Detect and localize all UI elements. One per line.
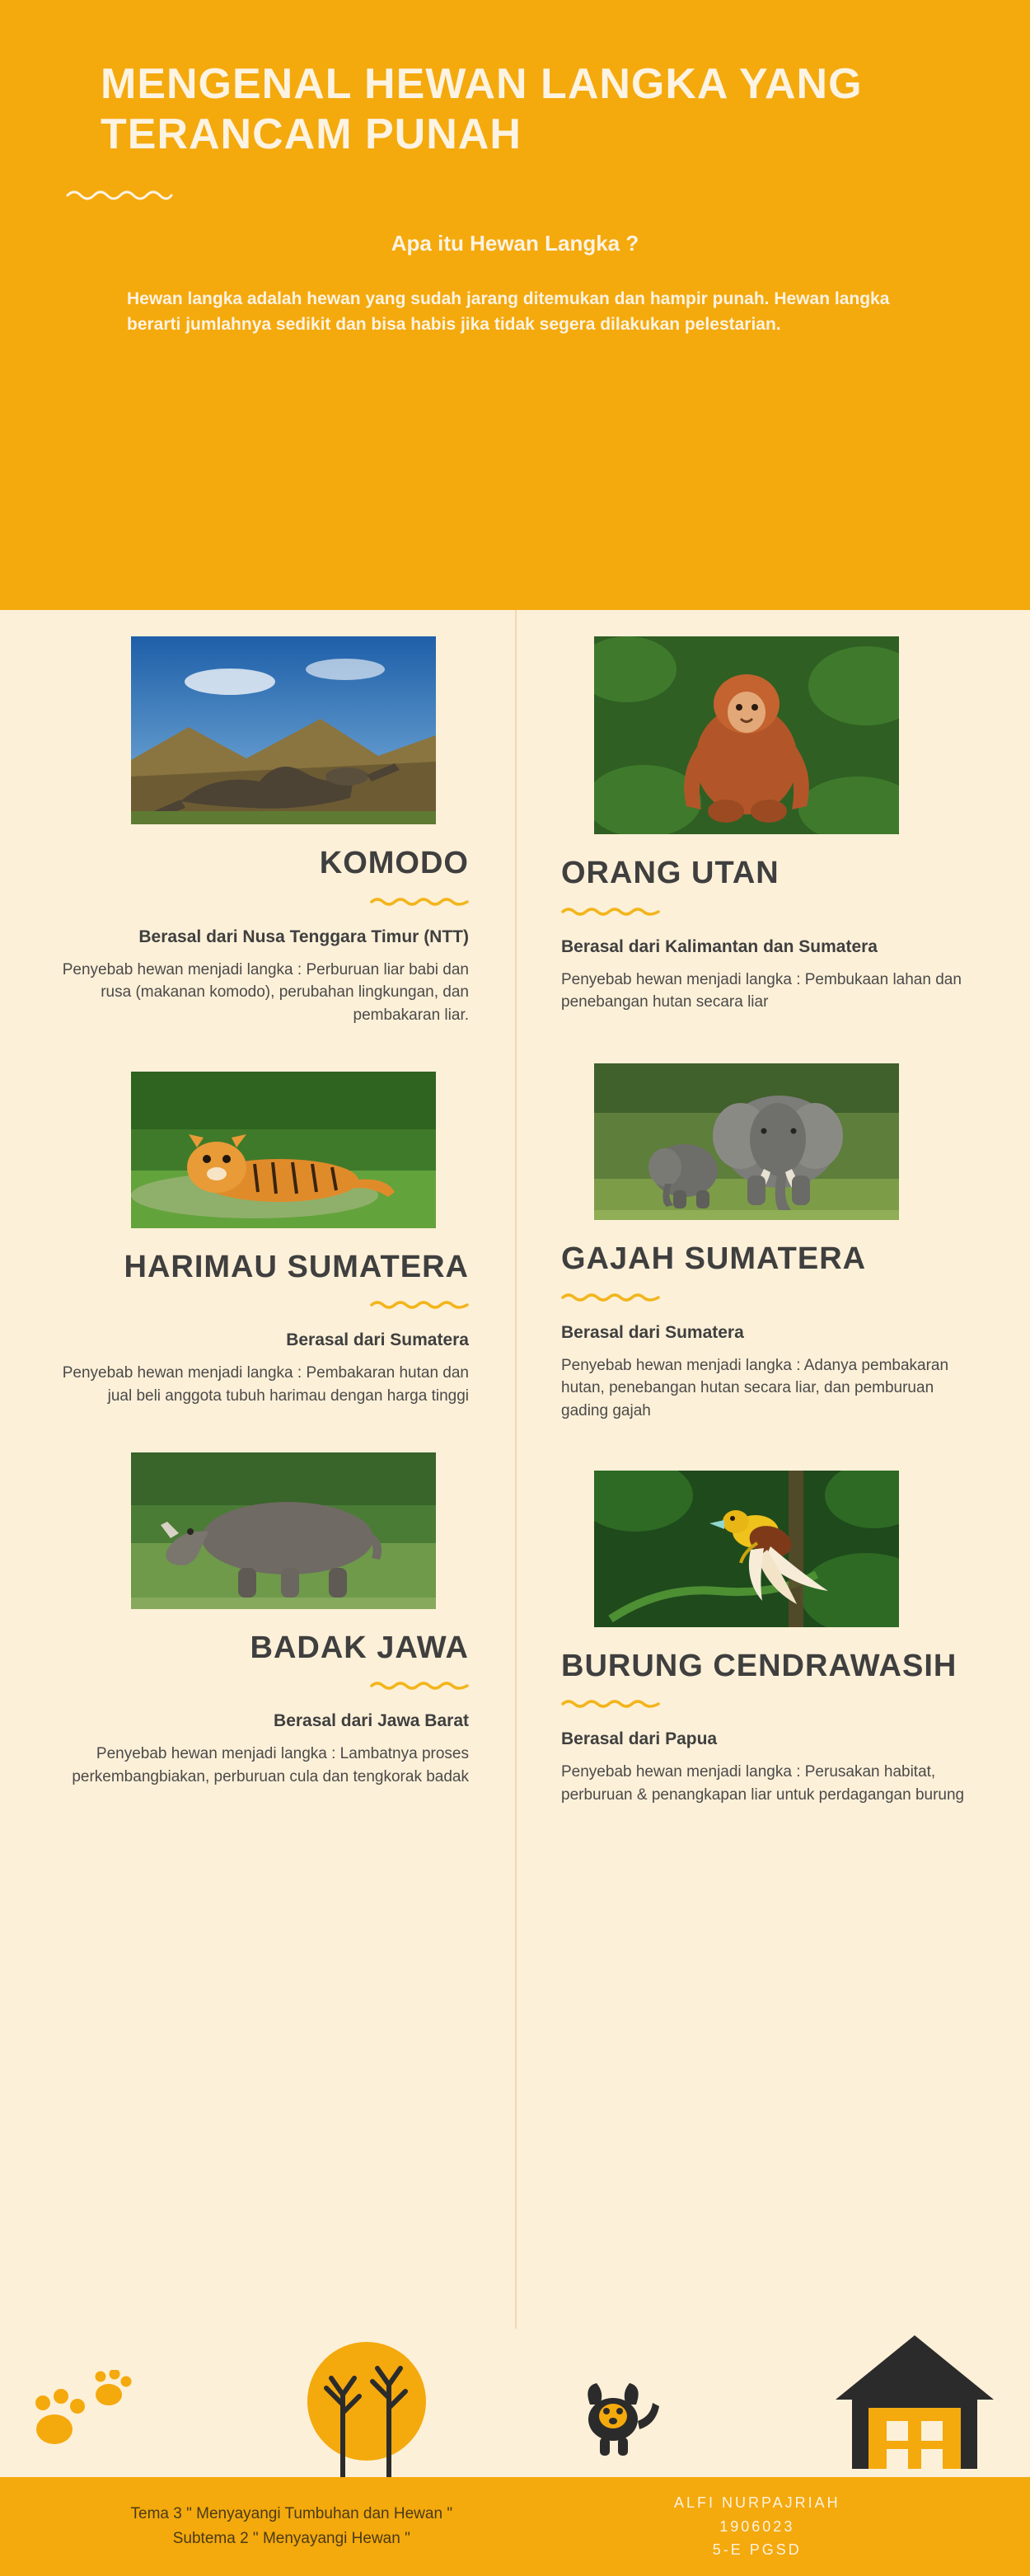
page-title: MENGENAL HEWAN LANGKA YANG TERANCAM PUNAH — [101, 60, 863, 159]
sumatran-tiger-photo — [131, 1072, 436, 1228]
wave-divider-gajah — [561, 1292, 660, 1302]
animal-origin-orangutan: Berasal dari Kalimantan dan Sumatera — [561, 936, 878, 956]
bird-of-paradise-photo — [594, 1471, 899, 1627]
animal-cards-section — [0, 610, 1030, 2329]
animal-name-orangutan: ORANG UTAN — [561, 856, 780, 890]
footer-theme-line2: Subtema 2 " Menyayangi Hewan " — [172, 2530, 410, 2547]
wave-divider-header — [66, 189, 173, 202]
animal-origin-cendrawasih: Berasal dari Papua — [561, 1729, 718, 1749]
animal-card-badak — [46, 1452, 469, 1789]
sumatran-elephant-photo — [594, 1063, 899, 1220]
animal-origin-gajah: Berasal dari Sumatera — [561, 1322, 744, 1342]
animal-name-komodo: KOMODO — [319, 846, 469, 880]
animal-card-gajah — [561, 1063, 984, 1423]
javan-rhino-photo — [131, 1452, 436, 1609]
decoration-strip — [0, 2329, 1030, 2477]
footer-theme-line1: Tema 3 " Menyayangi Tumbuhan dan Hewan " — [130, 2504, 453, 2522]
house-icon — [832, 2329, 997, 2469]
animal-card-orangutan — [561, 636, 984, 1014]
animal-cause-orangutan: Penyebab hewan menjadi langka : Pembukaan lahan dan penebangan hutan secara liar — [561, 970, 962, 1011]
footer-author — [534, 2491, 981, 2562]
footer-theme — [49, 2502, 534, 2552]
animal-name-cendrawasih: BURUNG CENDRAWASIH — [561, 1648, 957, 1683]
komodo-dragon-photo — [131, 636, 436, 824]
right-column — [515, 636, 1030, 1853]
animal-cause-badak: Penyebab hewan menjadi langka : Lambatnya proses perkembangbiakan, perburuan cula dan tengkorak badak — [72, 1745, 469, 1785]
animal-cause-harimau: Penyebab hewan menjadi langka : Pembakaran hutan dan jual beli anggota tubuh harimau dengan harga tinggi — [62, 1364, 469, 1405]
animal-origin-komodo: Berasal dari Nusa Tenggara Timur (NTT) — [138, 927, 469, 946]
animal-card-harimau — [46, 1072, 469, 1408]
wave-divider-cendrawasih — [561, 1698, 660, 1709]
animal-cause-gajah: Penyebab hewan menjadi langka : Adanya pembakaran hutan, penebangan hutan secara liar, dan pemburuan gading gajah — [561, 1356, 949, 1419]
wave-divider-badak — [370, 1680, 469, 1691]
wave-divider-komodo — [370, 896, 469, 907]
section-question: Apa itu Hewan Langka ? — [391, 230, 639, 256]
animal-origin-harimau: Berasal dari Sumatera — [286, 1330, 469, 1350]
footer-bar — [0, 2477, 1030, 2576]
animal-name-harimau: HARIMAU SUMATERA — [124, 1249, 469, 1284]
wave-divider-orangutan — [561, 906, 660, 917]
author-id: 1906023 — [719, 2517, 795, 2535]
orangutan-photo — [594, 636, 899, 834]
left-column — [0, 636, 515, 1853]
paw-print-icon — [33, 2370, 132, 2461]
intro-paragraph: Hewan langka adalah hewan yang sudah jarang ditemukan dan hampir punah. Hewan langka berarti jumlahnya sedikit dan bisa habis jika tidak segera dilakukan pelestarian. — [127, 289, 890, 335]
author-class: 5-E PGSD — [712, 2541, 802, 2559]
animal-card-cendrawasih — [561, 1471, 984, 1807]
dog-icon — [577, 2370, 667, 2461]
animal-name-badak: BADAK JAWA — [250, 1630, 469, 1665]
trees-circle-icon — [297, 2337, 437, 2477]
header-section — [0, 0, 1030, 610]
animal-name-gajah: GAJAH SUMATERA — [561, 1241, 867, 1276]
author-name: ALFI NURPAJRIAH — [673, 2494, 840, 2511]
animal-cause-cendrawasih: Penyebab hewan menjadi langka : Perusakan habitat, perburuan & penangkapan liar untuk perdagangan burung — [561, 1763, 965, 1804]
animal-cause-komodo: Penyebab hewan menjadi langka : Perburuan liar babi dan rusa (makanan komodo), perubahan lingkungan, dan pembakaran liar. — [62, 960, 469, 1024]
vertical-divider — [515, 610, 517, 2329]
wave-divider-harimau — [370, 1299, 469, 1310]
animal-card-komodo — [46, 636, 469, 1027]
animal-origin-badak: Berasal dari Jawa Barat — [274, 1711, 469, 1731]
